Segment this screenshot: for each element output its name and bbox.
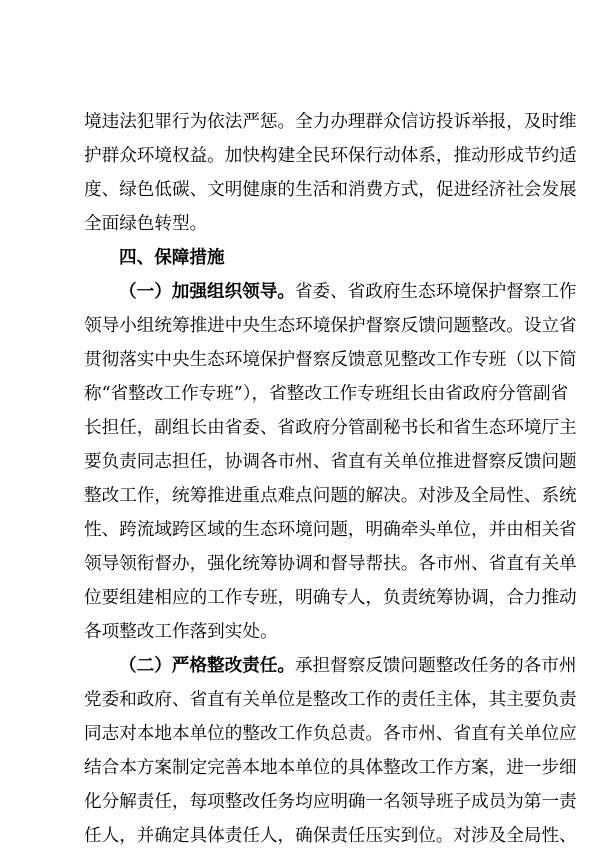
para2-line-3: 同志对本地本单位的整改工作负总责。各市州、省直有关单位应 (84, 724, 577, 744)
para2-line-5: 化分解责任，每项整改任务均应明确一名领导班子成员为第一责 (84, 792, 577, 812)
para1-line-6: 要负责同志担任，协调各市州、省直有关单位推进督察反馈问题 (84, 452, 577, 472)
section-heading: 四、保障措施 (119, 248, 225, 268)
intro-line-2: 护群众环境权益。加快构建全民环保行动体系，推动形成节约适 (84, 146, 577, 166)
para2-first-rest: 承担督察反馈问题整改任务的各市州 (294, 656, 577, 676)
para1-first-line (119, 277, 577, 307)
para1-line-10: 位要组建相应的工作专班，明确专人，负责统筹协调，合力推动 (84, 588, 577, 608)
para1-line-7: 整改工作，统筹推进重点难点问题的解决。对涉及全局性、系统 (84, 486, 577, 506)
para1-line-2: 领导小组统筹推进中央生态环境保护督察反馈问题整改。设立省 (84, 316, 577, 336)
para1-line-3: 贯彻落实中央生态环境保护督察反馈意见整改工作专班（以下简 (84, 350, 577, 370)
para1-line-9: 领导领衔督办，强化统筹协调和督导帮扶。各市州、省直有关单 (84, 554, 577, 574)
para1-line-8: 性、跨流域跨区域的生态环境问题，明确牵头单位，并由相关省 (84, 520, 577, 540)
para1-line-5: 长担任，副组长由省委、省政府分管副秘书长和省生态环境厅主 (84, 418, 577, 438)
para2-line-2: 党委和政府、省直有关单位是整改工作的责任主体，其主要负责 (84, 690, 577, 710)
para1-line-4: 称“省整改工作专班”），省整改工作专班组长由省政府分管副省 (84, 384, 569, 404)
para2-first-line (119, 651, 577, 681)
para2-line-6: 任人，并确定具体责任人，确保责任压实到位。对涉及全局性、 (84, 826, 577, 846)
para2-lead: （二）严格整改责任。 (119, 656, 295, 676)
para1-line-11: 各项整改工作落到实处。 (84, 622, 278, 642)
para1-first-rest: 省委、省政府生态环境保护督察工作 (294, 282, 577, 302)
para2-line-4: 结合本方案制定完善本地本单位的具体整改工作方案，进一步细 (84, 758, 577, 778)
intro-line-1: 境违法犯罪行为依法严惩。全力办理群众信访投诉举报，及时维 (84, 112, 577, 132)
para1-lead: （一）加强组织领导。 (119, 282, 295, 302)
intro-line-3: 度、绿色低碳、文明健康的生活和消费方式，促进经济社会发展 (84, 180, 577, 200)
intro-line-4: 全面绿色转型。 (84, 214, 208, 234)
